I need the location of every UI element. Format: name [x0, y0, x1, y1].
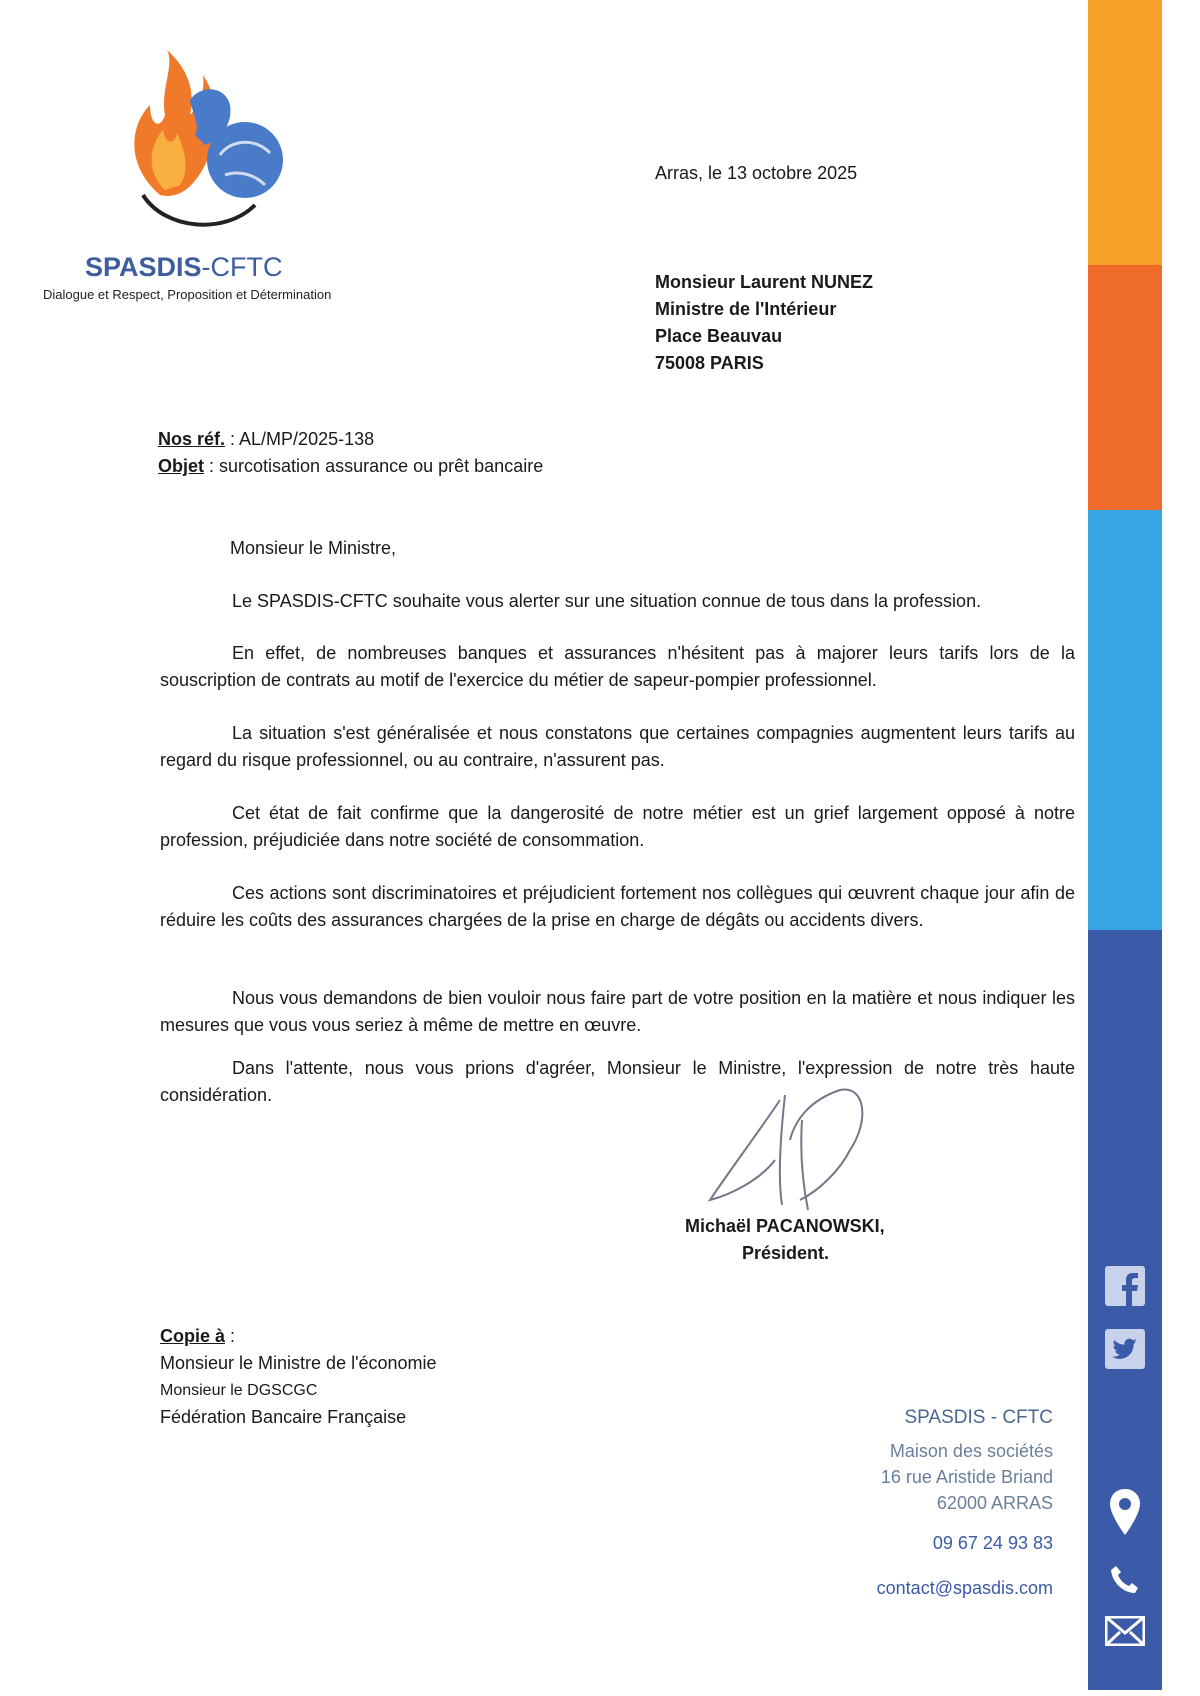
handwritten-signature — [690, 1080, 890, 1220]
phone-icon[interactable] — [1104, 1560, 1146, 1602]
side-bar-light-blue — [1088, 510, 1162, 930]
mail-icon[interactable] — [1104, 1610, 1146, 1652]
facebook-icon[interactable] — [1104, 1265, 1146, 1307]
salutation: Monsieur le Ministre, — [230, 538, 397, 558]
paragraph: La situation s'est généralisée et nous constatons que certaines compagnies augmentent leurs tarifs au regard du risque professionnel, ou au contraire, n'assurent pas. — [160, 723, 1075, 770]
reference-line: Nos réf. : AL/MP/2025-138 — [158, 429, 375, 449]
signatory-name: Michaël PACANOWSKI, — [685, 1216, 885, 1236]
logo-name: SPASDIS-CFTC — [85, 252, 283, 282]
twitter-icon[interactable] — [1104, 1328, 1146, 1370]
paragraph: Nous vous demandons de bien vouloir nous faire part de votre position en la matière et nous indiquer les mesures que vous vous seriez à même de mettre en œuvre. — [160, 988, 1075, 1035]
logo-tagline: Dialogue et Respect, Proposition et Détermination — [43, 287, 332, 302]
paragraph: Ces actions sont discriminatoires et préjudicient fortement nos collègues qui œuvrent chaque jour afin de réduire les coûts des assurances chargées de la prise en charge de dégâts ou accidents divers. — [160, 883, 1075, 930]
signatory-title: Président. — [742, 1243, 830, 1263]
copy-list: Copie à : Monsieur le Ministre de l'économie Monsieur le DGSCGC Fédération Bancaire Française — [160, 1326, 437, 1427]
paragraph: Cet état de fait confirme que la dangerosité de notre métier est un grief largement opposé à notre profession, préjudiciée dans notre société de consommation. — [160, 803, 1075, 850]
paragraph: Le SPASDIS-CFTC souhaite vous alerter sur une situation connue de tous dans la profession. — [232, 591, 982, 611]
side-bar-red-orange — [1088, 265, 1162, 510]
subject-line: Objet : surcotisation assurance ou prêt bancaire — [158, 456, 544, 476]
recipient-address: Monsieur Laurent NUNEZ Ministre de l'Intérieur Place Beauvau 75008 PARIS — [655, 272, 874, 373]
footer-org: SPASDIS - CFTC — [904, 1407, 1053, 1428]
footer-phone: 09 67 24 93 83 — [932, 1533, 1053, 1553]
paragraph: Dans l'attente, nous vous prions d'agréer, Monsieur le Ministre, l'expression de notre très haute considération. — [160, 1058, 1075, 1105]
footer-email[interactable]: contact@spasdis.com — [876, 1578, 1053, 1598]
location-pin-icon[interactable] — [1104, 1485, 1146, 1539]
date-line: Arras, le 13 octobre 2025 — [655, 163, 858, 183]
logo — [105, 45, 305, 245]
side-bar-orange — [1088, 0, 1162, 265]
paragraph: En effet, de nombreuses banques et assurances n'hésitent pas à majorer leurs tarifs lors de la souscription de contrats au motif de l'exercice du métier de sapeur-pompier professionnel. — [160, 643, 1075, 690]
footer-address: Maison des sociétés 16 rue Aristide Briand 62000 ARRAS — [880, 1441, 1053, 1513]
